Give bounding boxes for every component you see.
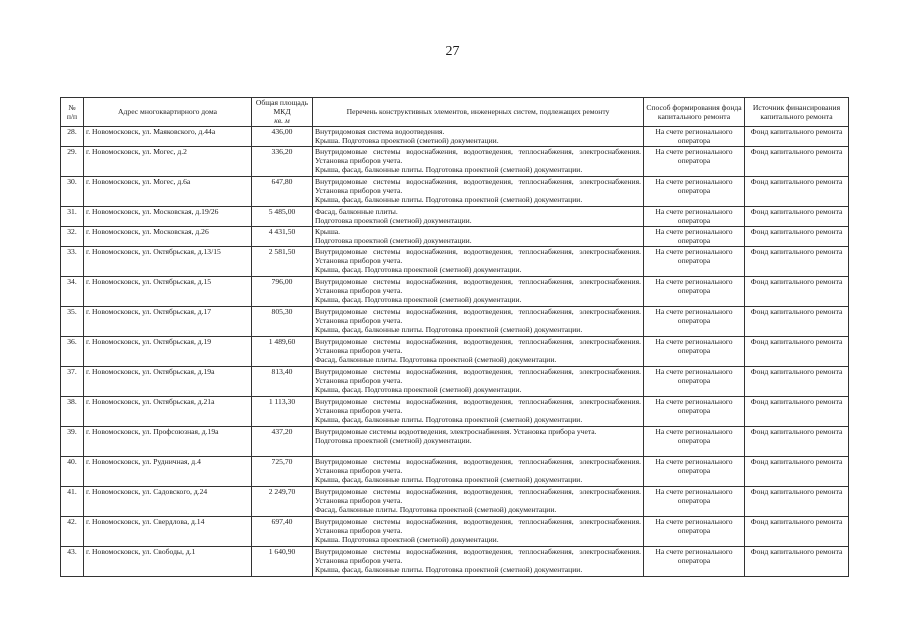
header-num: № п/п: [61, 98, 84, 127]
row-area: 4 431,50: [252, 226, 313, 246]
header-address: Адрес многоквартирного дома: [84, 98, 252, 127]
row-source: Фонд капитального ремонта: [745, 126, 849, 146]
row-works: Фасад, балконные плиты. Подготовка проектной (сметной) документации.: [313, 206, 644, 226]
row-number: 43.: [61, 546, 84, 576]
table-row: [61, 226, 849, 246]
row-source: Фонд капитального ремонта: [745, 276, 849, 306]
row-address: г. Новомосковск, ул. Московская, д.19/26: [84, 206, 252, 226]
table-row: [61, 426, 849, 456]
row-number: 38.: [61, 396, 84, 426]
row-number: 32.: [61, 226, 84, 246]
row-works: Внутридомовые системы водоснабжения, водоотведения, теплоснабжения, электроснабжения. Установка приборов учета. Крыша, фасад, балконные плиты. Подготовка проектной (сметной) документации.: [313, 306, 644, 336]
table-row: [61, 146, 849, 176]
table-row: [61, 306, 849, 336]
header-area-label: Общая площадь МКД: [255, 98, 309, 117]
row-address: г. Новомосковск, ул. Профсоюзная, д.19а: [84, 426, 252, 456]
row-source: Фонд капитального ремонта: [745, 426, 849, 456]
row-area: 725,70: [252, 456, 313, 486]
row-source: Фонд капитального ремонта: [745, 146, 849, 176]
row-source: Фонд капитального ремонта: [745, 246, 849, 276]
row-works: Внутридомовые системы водоснабжения, водоотведения, теплоснабжения, электроснабжения. Установка приборов учета. Крыша, фасад, балконные плиты. Подготовка проектной (сметной) документации.: [313, 396, 644, 426]
row-address: г. Новомосковск, ул. Октябрьская, д.19: [84, 336, 252, 366]
row-method: На счете регионального оператора: [644, 366, 745, 396]
table-row: [61, 396, 849, 426]
row-works: Внутридомовые системы водоснабжения, водоотведения, теплоснабжения, электроснабжения. Установка приборов учета. Фасад, балконные плиты. Подготовка проектной (сметной) документации.: [313, 486, 644, 516]
row-area: 1 489,60: [252, 336, 313, 366]
row-address: г. Новомосковск, ул. Октябрьская, д.19а: [84, 366, 252, 396]
row-source: Фонд капитального ремонта: [745, 176, 849, 206]
row-number: 39.: [61, 426, 84, 456]
row-method: На счете регионального оператора: [644, 546, 745, 576]
row-method: На счете регионального оператора: [644, 206, 745, 226]
row-method: На счете регионального оператора: [644, 176, 745, 206]
row-area: 437,20: [252, 426, 313, 456]
row-number: 30.: [61, 176, 84, 206]
header-source: Источник финансирования капитального ремонта: [745, 98, 849, 127]
row-area: 796,00: [252, 276, 313, 306]
row-source: Фонд капитального ремонта: [745, 456, 849, 486]
row-address: г. Новомосковск, ул. Свободы, д.1: [84, 546, 252, 576]
table-row: [61, 276, 849, 306]
row-method: На счете регионального оператора: [644, 426, 745, 456]
page-number: 27: [445, 44, 460, 59]
row-method: На счете регионального оператора: [644, 486, 745, 516]
table-row: [61, 336, 849, 366]
row-number: 36.: [61, 336, 84, 366]
table-row: [61, 366, 849, 396]
row-method: На счете регионального оператора: [644, 146, 745, 176]
row-area: 647,80: [252, 176, 313, 206]
row-address: г. Новомосковск, ул. Могес, д.2: [84, 146, 252, 176]
row-source: Фонд капитального ремонта: [745, 306, 849, 336]
row-area: 813,40: [252, 366, 313, 396]
row-number: 41.: [61, 486, 84, 516]
row-area: 336,20: [252, 146, 313, 176]
row-number: 40.: [61, 456, 84, 486]
row-address: г. Новомосковск, ул. Октябрьская, д.17: [84, 306, 252, 336]
row-area: 2 581,50: [252, 246, 313, 276]
table-row: [61, 516, 849, 546]
table-row: [61, 546, 849, 576]
row-area: 1 113,30: [252, 396, 313, 426]
table-row: [61, 456, 849, 486]
row-source: Фонд капитального ремонта: [745, 396, 849, 426]
header-area-unit: кв. м: [274, 116, 290, 126]
row-address: г. Новомосковск, ул. Московская, д.26: [84, 226, 252, 246]
row-number: 35.: [61, 306, 84, 336]
row-area: 1 640,90: [252, 546, 313, 576]
row-address: г. Новомосковск, ул. Садовского, д.24: [84, 486, 252, 516]
row-works: Внутридомовые системы водоснабжения, водоотведения, теплоснабжения, электроснабжения. Установка приборов учета. Крыша, фасад, балконные плиты. Подготовка проектной (сметной) документации.: [313, 456, 644, 486]
row-area: 805,30: [252, 306, 313, 336]
row-works: Внутридомовые системы водоснабжения, водоотведения, теплоснабжения, электроснабжения. Установка приборов учета. Фасад, балконные плиты. Подготовка проектной (сметной) документации.: [313, 336, 644, 366]
row-method: На счете регионального оператора: [644, 306, 745, 336]
row-source: Фонд капитального ремонта: [745, 486, 849, 516]
row-works: Внутридомовые системы водоснабжения, водоотведения, теплоснабжения, электроснабжения. Установка приборов учета. Крыша, фасад. Подготовка проектной (сметной) документации.: [313, 276, 644, 306]
row-area: 5 485,00: [252, 206, 313, 226]
repair-program-table: [60, 97, 849, 577]
row-number: 29.: [61, 146, 84, 176]
row-method: На счете регионального оператора: [644, 246, 745, 276]
row-works: Внутридомовые системы водоснабжения, водоотведения, теплоснабжения, электроснабжения. Установка приборов учета. Крыша, фасад. Подготовка проектной (сметной) документации.: [313, 246, 644, 276]
row-address: г. Новомосковск, ул. Могес, д.6а: [84, 176, 252, 206]
row-works: Внутридомовые системы водоснабжения, водоотведения, теплоснабжения, электроснабжения. Установка приборов учета. Крыша, фасад, балконные плиты. Подготовка проектной (сметной) документации.: [313, 176, 644, 206]
row-works: Крыша. Подготовка проектной (сметной) документации.: [313, 226, 644, 246]
row-source: Фонд капитального ремонта: [745, 336, 849, 366]
row-method: На счете регионального оператора: [644, 516, 745, 546]
table-row: [61, 206, 849, 226]
table-header-row: [61, 98, 849, 127]
row-number: 28.: [61, 126, 84, 146]
row-number: 33.: [61, 246, 84, 276]
row-area: 2 249,70: [252, 486, 313, 516]
row-source: Фонд капитального ремонта: [745, 366, 849, 396]
row-works: Внутридомовые системы водоснабжения, водоотведения, теплоснабжения, электроснабжения. Установка приборов учета. Крыша. Подготовка проектной (сметной) документации.: [313, 516, 644, 546]
row-works: Внутридомовые системы водоотведения, электроснабжения. Установка прибора учета. Подготовка проектной (сметной) документации.: [313, 426, 644, 456]
table-row: [61, 126, 849, 146]
table-row: [61, 176, 849, 206]
row-number: 42.: [61, 516, 84, 546]
row-address: г. Новомосковск, ул. Октябрьская, д.13/15: [84, 246, 252, 276]
row-source: Фонд капитального ремонта: [745, 226, 849, 246]
row-area: 697,40: [252, 516, 313, 546]
row-method: На счете регионального оператора: [644, 336, 745, 366]
row-works: Внутридомовая система водоотведения. Крыша. Подготовка проектной (сметной) документации.: [313, 126, 644, 146]
row-number: 31.: [61, 206, 84, 226]
row-works: Внутридомовые системы водоснабжения, водоотведения, теплоснабжения, электроснабжения. Установка приборов учета. Крыша, фасад, балконные плиты. Подготовка проектной (сметной) документации.: [313, 546, 644, 576]
row-address: г. Новомосковск, ул. Маяковского, д.44а: [84, 126, 252, 146]
row-number: 34.: [61, 276, 84, 306]
row-source: Фонд капитального ремонта: [745, 516, 849, 546]
table-row: [61, 246, 849, 276]
row-address: г. Новомосковск, ул. Свердлова, д.14: [84, 516, 252, 546]
row-works: Внутридомовые системы водоснабжения, водоотведения, теплоснабжения, электроснабжения. Установка приборов учета. Крыша, фасад. Подготовка проектной (сметной) документации.: [313, 366, 644, 396]
row-address: г. Новомосковск, ул. Рудничная, д.4: [84, 456, 252, 486]
header-method: Способ формирования фонда капитального ремонта: [644, 98, 745, 127]
header-area: [252, 98, 313, 127]
row-works: Внутридомовые системы водоснабжения, водоотведения, теплоснабжения, электроснабжения. Установка приборов учета. Крыша, фасад, балконные плиты. Подготовка проектной (сметной) документации.: [313, 146, 644, 176]
row-address: г. Новомосковск, ул. Октябрьская, д.21а: [84, 396, 252, 426]
row-number: 37.: [61, 366, 84, 396]
row-address: г. Новомосковск, ул. Октябрьская, д.15: [84, 276, 252, 306]
row-source: Фонд капитального ремонта: [745, 206, 849, 226]
row-method: На счете регионального оператора: [644, 126, 745, 146]
row-method: На счете регионального оператора: [644, 226, 745, 246]
row-source: Фонд капитального ремонта: [745, 546, 849, 576]
row-area: 436,00: [252, 126, 313, 146]
row-method: На счете регионального оператора: [644, 276, 745, 306]
table-row: [61, 486, 849, 516]
row-method: На счете регионального оператора: [644, 456, 745, 486]
row-method: На счете регионального оператора: [644, 396, 745, 426]
header-works: Перечень конструктивных элементов, инженерных систем, подлежащих ремонту: [313, 98, 644, 127]
